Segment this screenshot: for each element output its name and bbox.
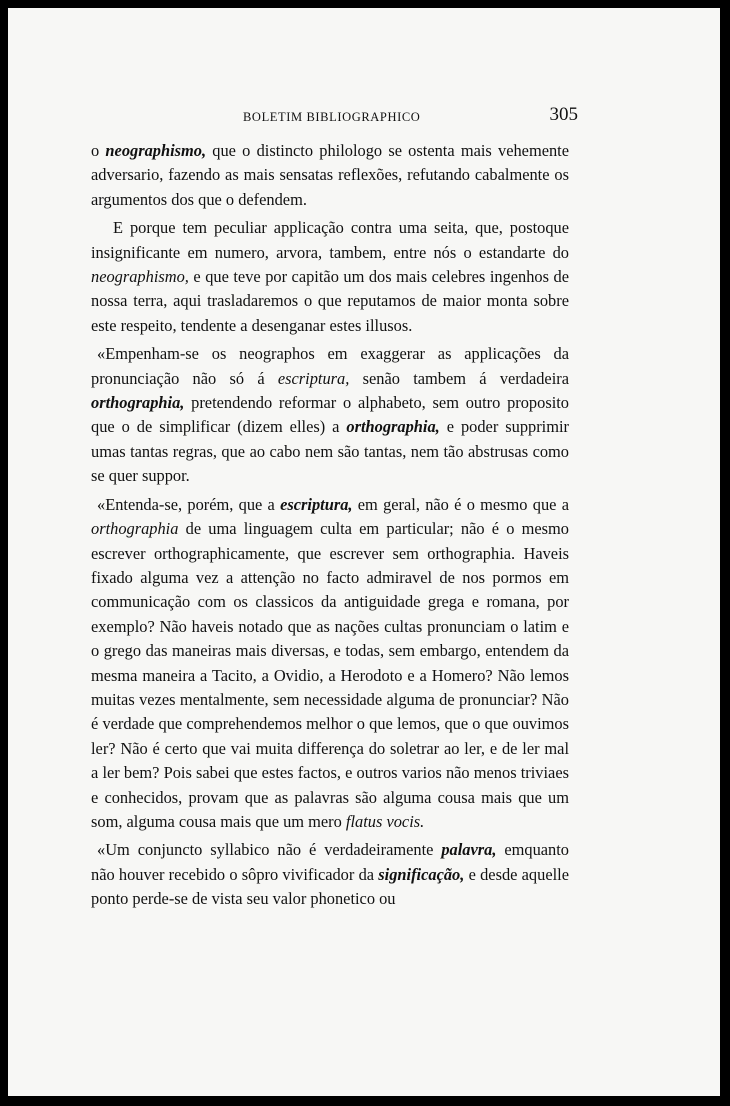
text-run: e que teve por capitão um dos mais celebres ingenhos de nossa terra, aqui trasladaremos o que reputamos de maior monta sobre este respeito, tendente a desenganar estes illusos. xyxy=(91,267,569,335)
body-text xyxy=(91,139,569,916)
book-page xyxy=(8,8,720,1096)
paragraph xyxy=(91,216,569,338)
emphasis-text: orthographia, xyxy=(346,417,440,437)
text-run: «Um conjuncto syllabico não é verdadeiramente xyxy=(97,840,442,860)
text-run: emquanto não houver recebido o sôpro vivificador da xyxy=(91,840,570,884)
emphasis-text: significação, xyxy=(378,864,465,884)
text-run: em geral, não é o mesmo que a xyxy=(352,494,569,514)
emphasis-text: flatus vocis. xyxy=(345,811,425,831)
text-run: que o distincto philologo se ostenta mais vehemente adversario, fazendo as mais sensatas reflexões, refutando cabalmente os argumentos dos que o defendem. xyxy=(91,141,569,209)
paragraph xyxy=(91,342,569,488)
text-run: de uma linguagem culta em particular; não é o mesmo escrever orthographicamente, que escrever sem orthographia. Haveis fixado alguma vez a attenção no facto admiravel de nos pormos em communicação com os classicos da antiguidade grega e romana, por exemplo? Não haveis notado que as nações cultas pronunciam o latim e o grego das maneiras mais diversas, e todas, sem embargo, entendem da mesma maneira a Tacito, a Ovidio, a Herodoto e a Homero? Não lemos muitas vezes mentalmente, sem necessidade alguma de pronunciar? Não é verdade que comprehendemos melhor o que lemos, que o que ouvimos ler? Não é certo que vai muita differença do soletrar ao ler, e de ler mal a ler bem? Pois sabei que estes factos, e outros varios não menos triviaes e conhecidos, provam que as palavras são alguma cousa mais que um som, alguma cousa mais que um mero xyxy=(91,519,569,831)
paragraph xyxy=(91,493,569,835)
emphasis-text: neographismo, xyxy=(91,267,189,287)
emphasis-text: palavra, xyxy=(441,840,497,860)
emphasis-text: neographismo, xyxy=(105,141,207,160)
emphasis-text: escriptura, xyxy=(277,368,350,388)
paragraph xyxy=(91,838,569,911)
text-run: «Entenda-se, porém, que a xyxy=(97,494,281,514)
text-run: e poder supprimir umas tantas regras, que ao cabo nem são tantas, nem tão abstrusas como se quer suppor. xyxy=(91,417,570,486)
emphasis-text: escriptura, xyxy=(280,494,353,514)
page-header xyxy=(100,104,578,132)
running-title: BOLETIM BIBLIOGRAPHICO xyxy=(243,110,421,124)
text-run: «Empenham-se os neographos em exaggerar as applicações da pronunciação não só á xyxy=(91,344,569,388)
text-run: e desde aquelle ponto perde-se de vista seu valor phonetico ou xyxy=(91,864,569,909)
page-number: 305 xyxy=(549,104,578,125)
paragraph xyxy=(91,139,569,212)
emphasis-text: orthographia xyxy=(91,519,179,539)
text-run: senão tambem á verdadeira xyxy=(349,368,569,388)
text-run: E porque tem peculiar applicação contra uma seita, que, postoque insignificante em numero, arvora, tambem, entre nós o estandarte do xyxy=(91,218,569,262)
text-run: pretendendo reformar o alphabeto, sem outro proposito que o de simplificar (dizem elles) a xyxy=(91,393,569,437)
text-run: o xyxy=(91,141,106,160)
emphasis-text: orthographia, xyxy=(91,393,185,413)
